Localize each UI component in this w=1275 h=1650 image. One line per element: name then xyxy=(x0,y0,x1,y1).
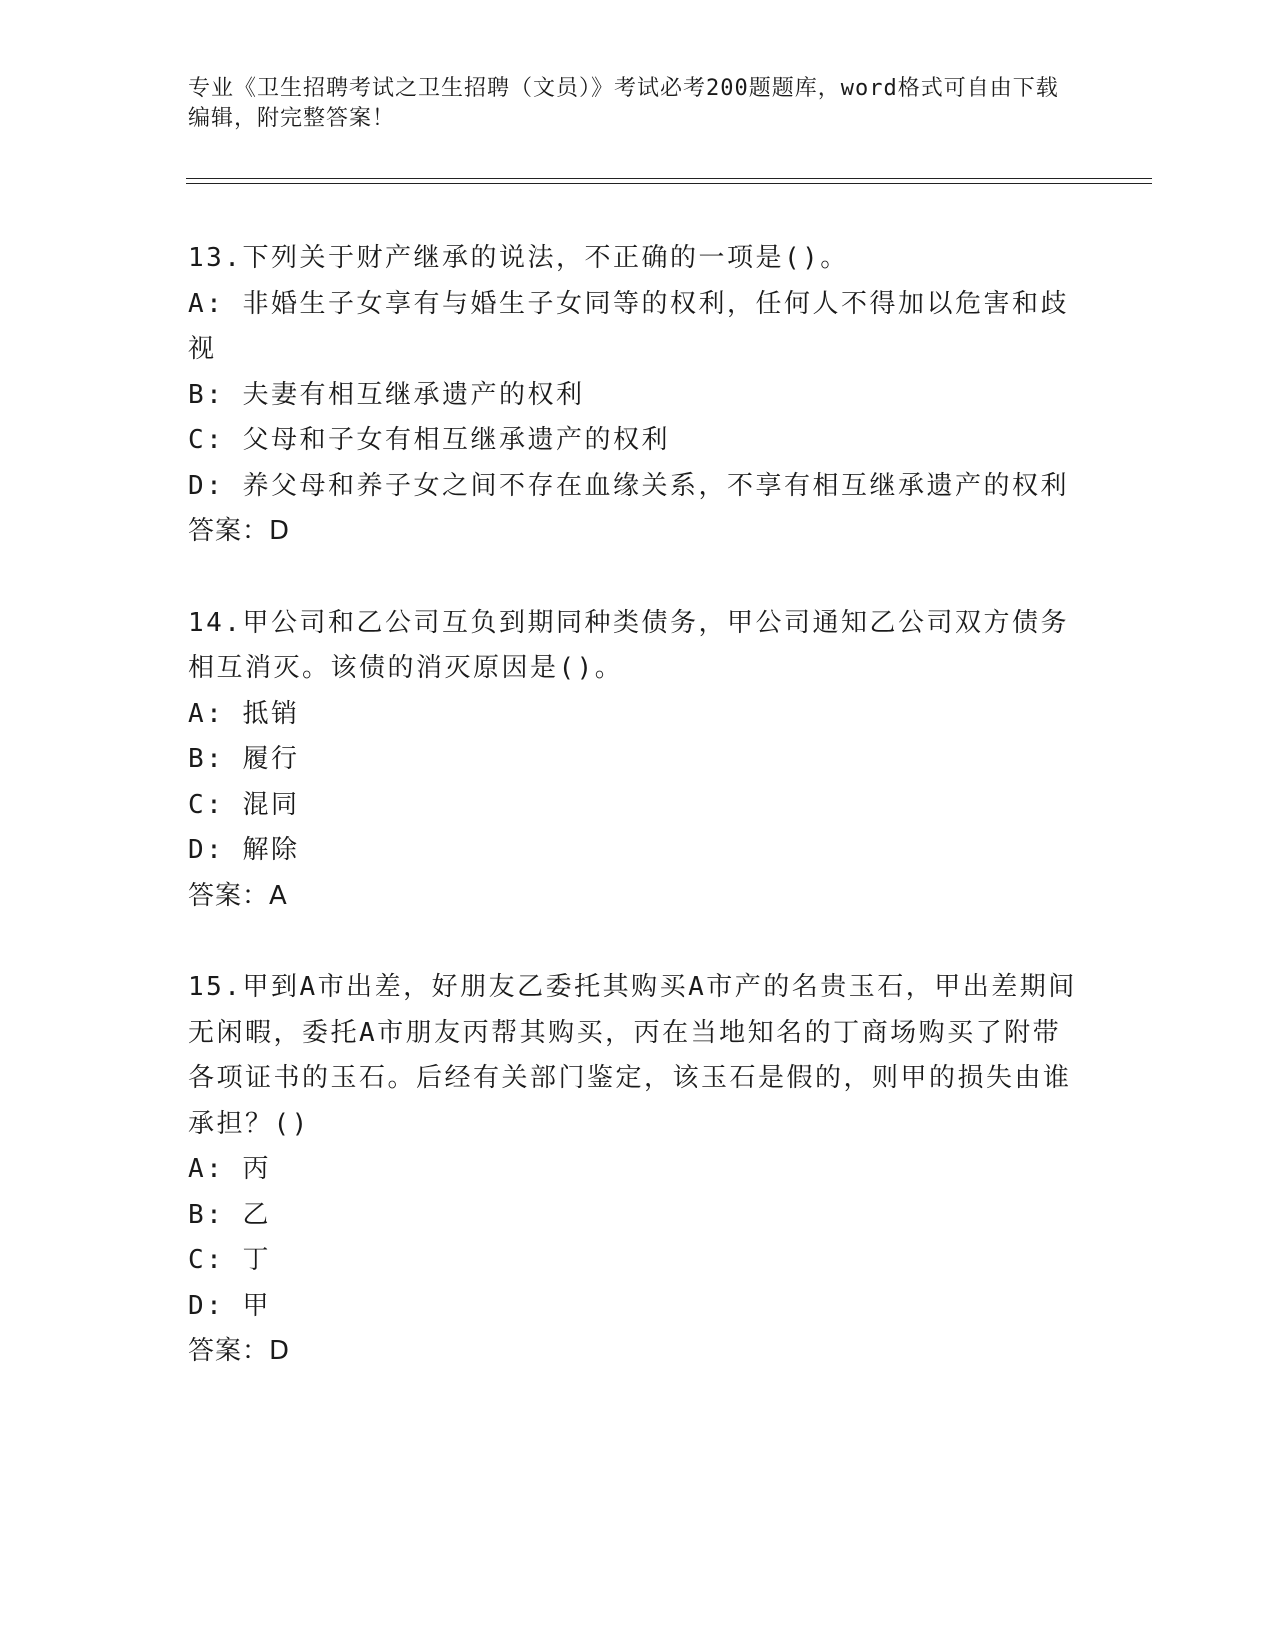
question-13 xyxy=(188,236,1088,555)
option-a xyxy=(188,282,1088,373)
option-text: 夫妻有相互继承遗产的权利 xyxy=(242,379,585,410)
option-b xyxy=(188,1193,1088,1239)
header-divider-top xyxy=(186,178,1152,179)
question-stem: 14.甲公司和乙公司互负到期同种类债务，甲公司通知乙公司双方债务相互消灭。该债的消灭原因是()。 xyxy=(188,607,1069,683)
option-label: D: xyxy=(188,835,225,865)
question-stem: 13.下列关于财产继承的说法，不正确的一项是()。 xyxy=(188,243,849,273)
option-label: B: xyxy=(188,1199,225,1230)
option-text: 丙 xyxy=(242,1154,271,1184)
option-label: A: xyxy=(188,698,225,729)
option-label: B: xyxy=(188,744,225,774)
question-list xyxy=(188,236,1088,1421)
question-stem: 15.甲到A市出差，好朋友乙委托其购买A市产的名贵玉石，甲出差期间无闲暇，委托A市朋友丙帮其购买，丙在当地知名的丁商场购买了附带各项证书的玉石。后经有关部门鉴定，该玉石是假的，则甲的损失由谁承担？() xyxy=(188,972,1077,1139)
option-label: C: xyxy=(188,789,225,820)
option-a xyxy=(188,1147,1088,1193)
option-c xyxy=(188,418,1088,464)
header-divider-bottom xyxy=(186,183,1152,184)
option-text: 父母和子女有相互继承遗产的权利 xyxy=(242,425,670,455)
option-label: C: xyxy=(188,1245,225,1275)
option-text: 非婚生子女享有与婚生子女同等的权利，任何人不得加以危害和歧视 xyxy=(188,288,1069,364)
answer-line: 答案：D xyxy=(188,516,291,546)
option-c xyxy=(188,783,1088,829)
option-label: D: xyxy=(188,470,225,501)
option-label: A: xyxy=(188,288,225,319)
option-text: 甲 xyxy=(242,1290,271,1321)
option-d xyxy=(188,828,1088,874)
option-b xyxy=(188,373,1088,419)
option-text: 丁 xyxy=(242,1245,271,1275)
option-text: 履行 xyxy=(242,744,300,774)
option-label: D: xyxy=(188,1290,225,1321)
option-b xyxy=(188,737,1088,783)
document-header: 专业《卫生招聘考试之卫生招聘（文员）》考试必考200题题库，word格式可自由下载编辑，附完整答案！ xyxy=(188,76,1059,131)
option-label: C: xyxy=(188,425,225,455)
option-text: 养父母和养子女之间不存在血缘关系，不享有相互继承遗产的权利 xyxy=(242,470,1069,501)
option-c xyxy=(188,1238,1088,1284)
answer-line: 答案：A xyxy=(188,880,288,911)
option-text: 抵销 xyxy=(242,698,300,729)
option-d xyxy=(188,464,1088,510)
option-label: A: xyxy=(188,1154,225,1184)
option-label: B: xyxy=(188,379,225,410)
question-15 xyxy=(188,965,1088,1375)
option-d xyxy=(188,1284,1088,1330)
option-text: 解除 xyxy=(242,835,300,865)
question-14 xyxy=(188,601,1088,920)
option-text: 乙 xyxy=(242,1199,271,1230)
option-text: 混同 xyxy=(242,789,300,820)
answer-line: 答案：D xyxy=(188,1336,291,1366)
option-a xyxy=(188,692,1088,738)
